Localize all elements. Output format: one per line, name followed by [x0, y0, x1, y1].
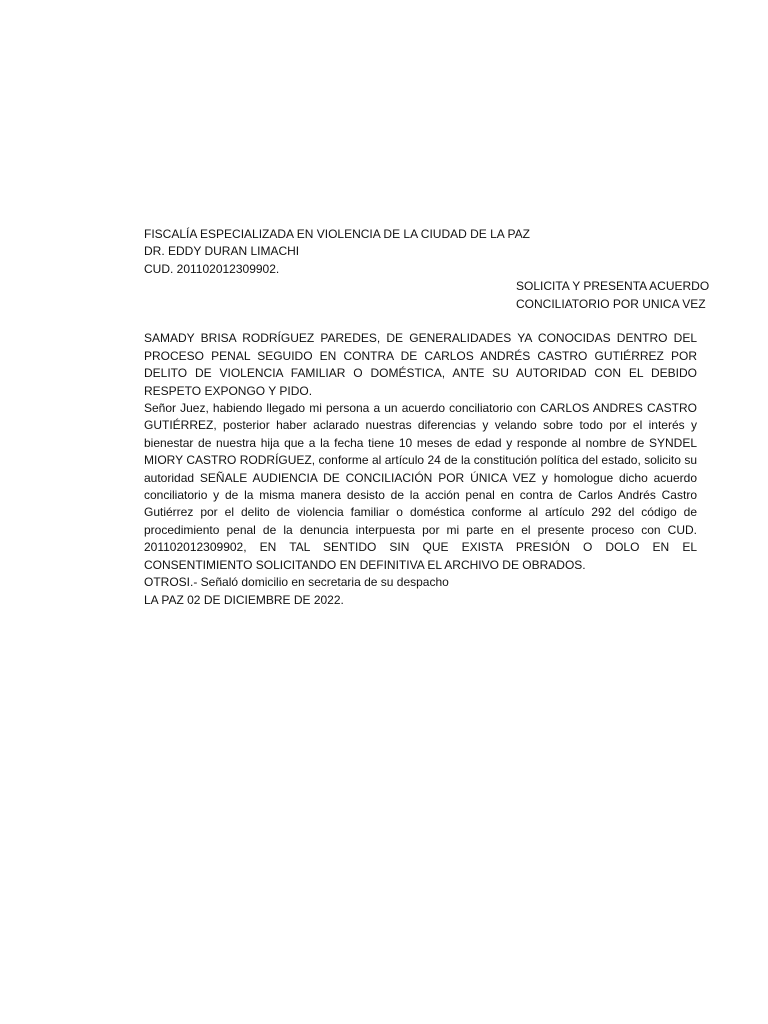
- subject-line-1: SOLICITA Y PRESENTA ACUERDO: [516, 279, 710, 294]
- document-content: [144, 226, 710, 609]
- header-addressee: FISCALÍA ESPECIALIZADA EN VIOLENCIA DE LA CIUDAD DE LA PAZ: [144, 227, 530, 241]
- intro-paragraph: SAMADY BRISA RODRÍGUEZ PAREDES, DE GENERALIDADES YA CONOCIDAS DENTRO DEL PROCESO PENAL SEGUIDO EN CONTRA DE CARLOS ANDRÉS CASTRO GUTIÉRREZ POR DELITO DE VIOLENCIA FAMILIAR O DOMÉSTICA, ANTE SU AUTORIDAD CON EL DEBIDO RESPETO EXPONGO Y PIDO.: [144, 331, 697, 398]
- header-cud: CUD. 201102012309902.: [144, 261, 280, 276]
- request-paragraph: Señor Juez, habiendo llegado mi persona a un acuerdo conciliatorio con CARLOS ANDRES CASTRO GUTIÉRREZ, posterior haber aclarado nuestras diferencias y velando sobre todo por el interés y bienestar de nuestra hija que a la fecha tiene 10 meses de edad y responde al nombre de SYNDEL MIORY CASTRO RODRÍGUEZ, conforme al artículo 24 de la constitución política del estado, solicito su autoridad SEÑALE AUDIENCIA DE CONCILIACIÓN POR ÚNICA VEZ y homologue dicho acuerdo conciliatorio y de la misma manera desisto de la acción penal en contra de Carlos Andrés Castro Gutiérrez por el delito de violencia familiar o doméstica conforme al artículo 292 del código de procedimiento penal de la denuncia interpuesta por mi parte en el presente proceso con CUD. 201102012309902, EN TAL SENTIDO SIN QUE EXISTA PRESIÓN O DOLO EN EL CONSENTIMIENTO SOLICITANDO EN DEFINITIVA EL ARCHIVO DE OBRADOS.: [144, 401, 697, 572]
- subject-line-2: CONCILIATORIO POR UNICA VEZ: [516, 296, 706, 311]
- otrosi-line: OTROSI.- Señaló domicilio en secretaria de su despacho: [144, 575, 449, 590]
- spacer: [144, 313, 697, 330]
- header-prosecutor: DR. EDDY DURAN LIMACHI: [144, 244, 300, 259]
- date-line: LA PAZ 02 DE DICIEMBRE DE 2022.: [144, 592, 344, 607]
